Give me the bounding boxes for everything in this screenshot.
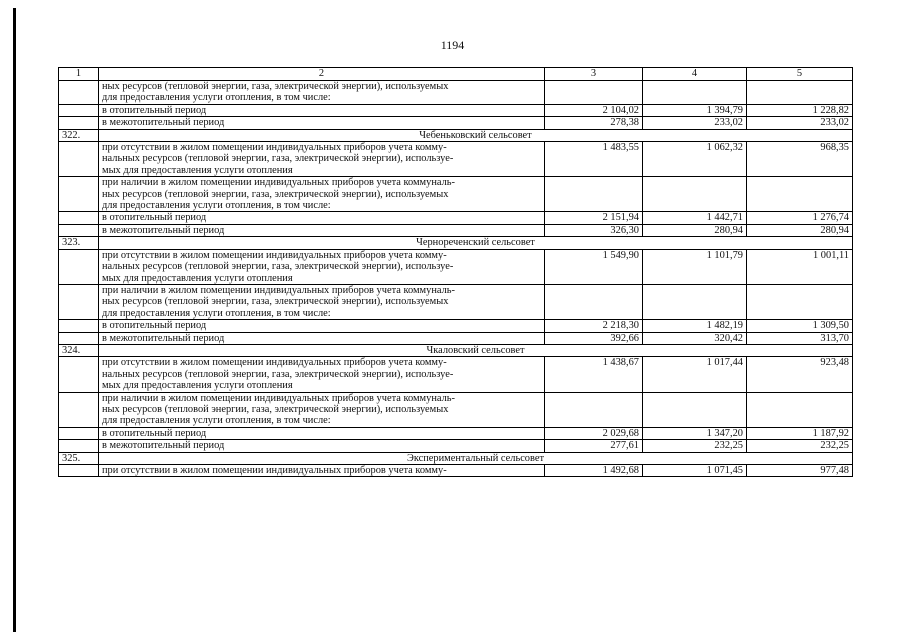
value-col-3: 1 549,90 bbox=[545, 249, 643, 284]
row-index-cell bbox=[59, 284, 99, 319]
value-col-4: 1 442,71 bbox=[643, 212, 747, 224]
row-description-cell bbox=[99, 224, 545, 236]
value-col-5: 923,48 bbox=[747, 357, 853, 392]
section-number: 324. bbox=[59, 344, 99, 356]
row-description: при отсутствии в жилом помещении индивидуальных приборов учета комму- нальных ресурсов (тепловой энергии, газа, электрической энергии), используе- мых для предоставления услуги отопления bbox=[102, 357, 454, 392]
value-col-5: 1 187,92 bbox=[747, 427, 853, 439]
table-row bbox=[59, 224, 853, 236]
row-description: при наличии в жилом помещении индивидуальных приборов учета коммуналь- ных ресурсов (тепловой энергии, газа, электрической энергии), используемых для предоставления услуги отопления, в том числе: bbox=[102, 284, 455, 319]
row-description-cell bbox=[99, 332, 545, 344]
value-col-5: 233,02 bbox=[747, 117, 853, 129]
value-col-4: 1 394,79 bbox=[643, 104, 747, 116]
value-col-4: 1 062,32 bbox=[643, 142, 747, 177]
value-col-5: 1 228,82 bbox=[747, 104, 853, 116]
value-col-3: 326,30 bbox=[545, 224, 643, 236]
value-col-3: 2 104,02 bbox=[545, 104, 643, 116]
value-col-3: 278,38 bbox=[545, 117, 643, 129]
table-row bbox=[59, 465, 853, 477]
section-row bbox=[59, 237, 853, 249]
row-index-cell bbox=[59, 320, 99, 332]
row-description: при отсутствии в жилом помещении индивидуальных приборов учета комму- нальных ресурсов (тепловой энергии, газа, электрической энергии), используе- мых для предоставления услуги отопления bbox=[102, 249, 454, 284]
row-description: при наличии в жилом помещении индивидуальных приборов учета коммуналь- ных ресурсов (тепловой энергии, газа, электрической энергии), используемых для предоставления услуги отопления, в том числе: bbox=[102, 392, 455, 427]
value-col-4 bbox=[643, 392, 747, 427]
section-title: Чебеньковский сельсовет bbox=[99, 129, 853, 141]
value-col-4 bbox=[643, 81, 747, 105]
section-row bbox=[59, 344, 853, 356]
row-description: в отопительный период bbox=[102, 427, 207, 439]
value-col-4: 232,25 bbox=[643, 440, 747, 452]
value-col-5: 1 276,74 bbox=[747, 212, 853, 224]
value-col-3: 1 492,68 bbox=[545, 465, 643, 477]
row-description: в межотопительный период bbox=[102, 440, 225, 452]
value-col-3: 1 483,55 bbox=[545, 142, 643, 177]
value-col-5 bbox=[747, 284, 853, 319]
value-col-4 bbox=[643, 177, 747, 212]
table-row bbox=[59, 320, 853, 332]
table-row bbox=[59, 177, 853, 212]
row-description-cell bbox=[99, 357, 545, 392]
tariff-table bbox=[58, 67, 853, 477]
section-title: Экспериментальный сельсовет bbox=[99, 452, 853, 464]
value-col-4: 320,42 bbox=[643, 332, 747, 344]
value-col-5: 280,94 bbox=[747, 224, 853, 236]
section-number: 325. bbox=[59, 452, 99, 464]
value-col-4: 1 347,20 bbox=[643, 427, 747, 439]
table-row bbox=[59, 81, 853, 105]
row-index-cell bbox=[59, 465, 99, 477]
value-col-3: 2 029,68 bbox=[545, 427, 643, 439]
row-description-cell bbox=[99, 284, 545, 319]
value-col-4: 280,94 bbox=[643, 224, 747, 236]
row-description-cell bbox=[99, 81, 545, 105]
value-col-5: 968,35 bbox=[747, 142, 853, 177]
row-index-cell bbox=[59, 357, 99, 392]
table-row bbox=[59, 249, 853, 284]
value-col-5: 1 001,11 bbox=[747, 249, 853, 284]
header-col-2: 2 bbox=[99, 68, 545, 81]
table-row bbox=[59, 440, 853, 452]
table-row bbox=[59, 357, 853, 392]
section-row bbox=[59, 129, 853, 141]
value-col-4: 233,02 bbox=[643, 117, 747, 129]
row-description: в отопительный период bbox=[102, 320, 207, 332]
value-col-3: 2 151,94 bbox=[545, 212, 643, 224]
section-row bbox=[59, 452, 853, 464]
table-row bbox=[59, 142, 853, 177]
row-description-cell bbox=[99, 465, 545, 477]
row-index-cell bbox=[59, 224, 99, 236]
value-col-4: 1 482,19 bbox=[643, 320, 747, 332]
row-description: при наличии в жилом помещении индивидуальных приборов учета коммуналь- ных ресурсов (тепловой энергии, газа, электрической энергии), используемых для предоставления услуги отопления, в том числе: bbox=[102, 177, 455, 212]
table-row bbox=[59, 212, 853, 224]
value-col-5: 232,25 bbox=[747, 440, 853, 452]
table-row bbox=[59, 104, 853, 116]
row-description-cell bbox=[99, 104, 545, 116]
row-index-cell bbox=[59, 332, 99, 344]
row-description: в межотопительный период bbox=[102, 117, 225, 129]
table-row bbox=[59, 117, 853, 129]
table-row bbox=[59, 332, 853, 344]
value-col-4 bbox=[643, 284, 747, 319]
value-col-4: 1 071,45 bbox=[643, 465, 747, 477]
row-description-cell bbox=[99, 320, 545, 332]
row-index-cell bbox=[59, 104, 99, 116]
header-col-4: 4 bbox=[643, 68, 747, 81]
row-description-cell bbox=[99, 249, 545, 284]
value-col-3 bbox=[545, 81, 643, 105]
value-col-5 bbox=[747, 81, 853, 105]
row-index-cell bbox=[59, 81, 99, 105]
row-description: в отопительный период bbox=[102, 212, 207, 224]
row-index-cell bbox=[59, 440, 99, 452]
row-index-cell bbox=[59, 392, 99, 427]
row-description-cell bbox=[99, 392, 545, 427]
page-number: 1194 bbox=[440, 38, 465, 52]
value-col-4: 1 017,44 bbox=[643, 357, 747, 392]
row-description: в межотопительный период bbox=[102, 332, 225, 344]
section-number: 322. bbox=[59, 129, 99, 141]
value-col-3: 392,66 bbox=[545, 332, 643, 344]
value-col-3 bbox=[545, 392, 643, 427]
row-description: в межотопительный период bbox=[102, 224, 225, 236]
section-title: Чернореченский сельсовет bbox=[99, 237, 853, 249]
value-col-4: 1 101,79 bbox=[643, 249, 747, 284]
table-row bbox=[59, 427, 853, 439]
value-col-5: 1 309,50 bbox=[747, 320, 853, 332]
table-row bbox=[59, 284, 853, 319]
row-index-cell bbox=[59, 117, 99, 129]
page-left-border bbox=[13, 8, 16, 632]
header-col-5: 5 bbox=[747, 68, 853, 81]
value-col-3: 277,61 bbox=[545, 440, 643, 452]
value-col-3 bbox=[545, 177, 643, 212]
row-description-cell bbox=[99, 142, 545, 177]
row-description-cell bbox=[99, 427, 545, 439]
row-index-cell bbox=[59, 212, 99, 224]
row-index-cell bbox=[59, 249, 99, 284]
row-index-cell bbox=[59, 427, 99, 439]
table-row bbox=[59, 392, 853, 427]
value-col-5 bbox=[747, 177, 853, 212]
row-description: при отсутствии в жилом помещении индивидуальных приборов учета комму- нальных ресурсов (тепловой энергии, газа, электрической энергии), используе- мых для предоставления услуги отопления bbox=[102, 142, 454, 176]
value-col-3: 1 438,67 bbox=[545, 357, 643, 392]
table-header-row bbox=[59, 68, 853, 81]
value-col-5 bbox=[747, 392, 853, 427]
row-description: при отсутствии в жилом помещении индивидуальных приборов учета комму- bbox=[102, 465, 447, 476]
header-col-3: 3 bbox=[545, 68, 643, 81]
value-col-5: 313,70 bbox=[747, 332, 853, 344]
row-description-cell bbox=[99, 117, 545, 129]
value-col-5: 977,48 bbox=[747, 465, 853, 477]
value-col-3: 2 218,30 bbox=[545, 320, 643, 332]
row-description-cell bbox=[99, 440, 545, 452]
row-description-cell bbox=[99, 212, 545, 224]
row-description: ных ресурсов (тепловой энергии, газа, электрической энергии), используемых для предоставления услуги отопления, в том числе: bbox=[102, 81, 449, 104]
section-title: Чкаловский сельсовет bbox=[99, 344, 853, 356]
row-index-cell bbox=[59, 177, 99, 212]
value-col-3 bbox=[545, 284, 643, 319]
header-col-1: 1 bbox=[59, 68, 99, 81]
row-description: в отопительный период bbox=[102, 104, 207, 116]
row-index-cell bbox=[59, 142, 99, 177]
section-number: 323. bbox=[59, 237, 99, 249]
row-description-cell bbox=[99, 177, 545, 212]
